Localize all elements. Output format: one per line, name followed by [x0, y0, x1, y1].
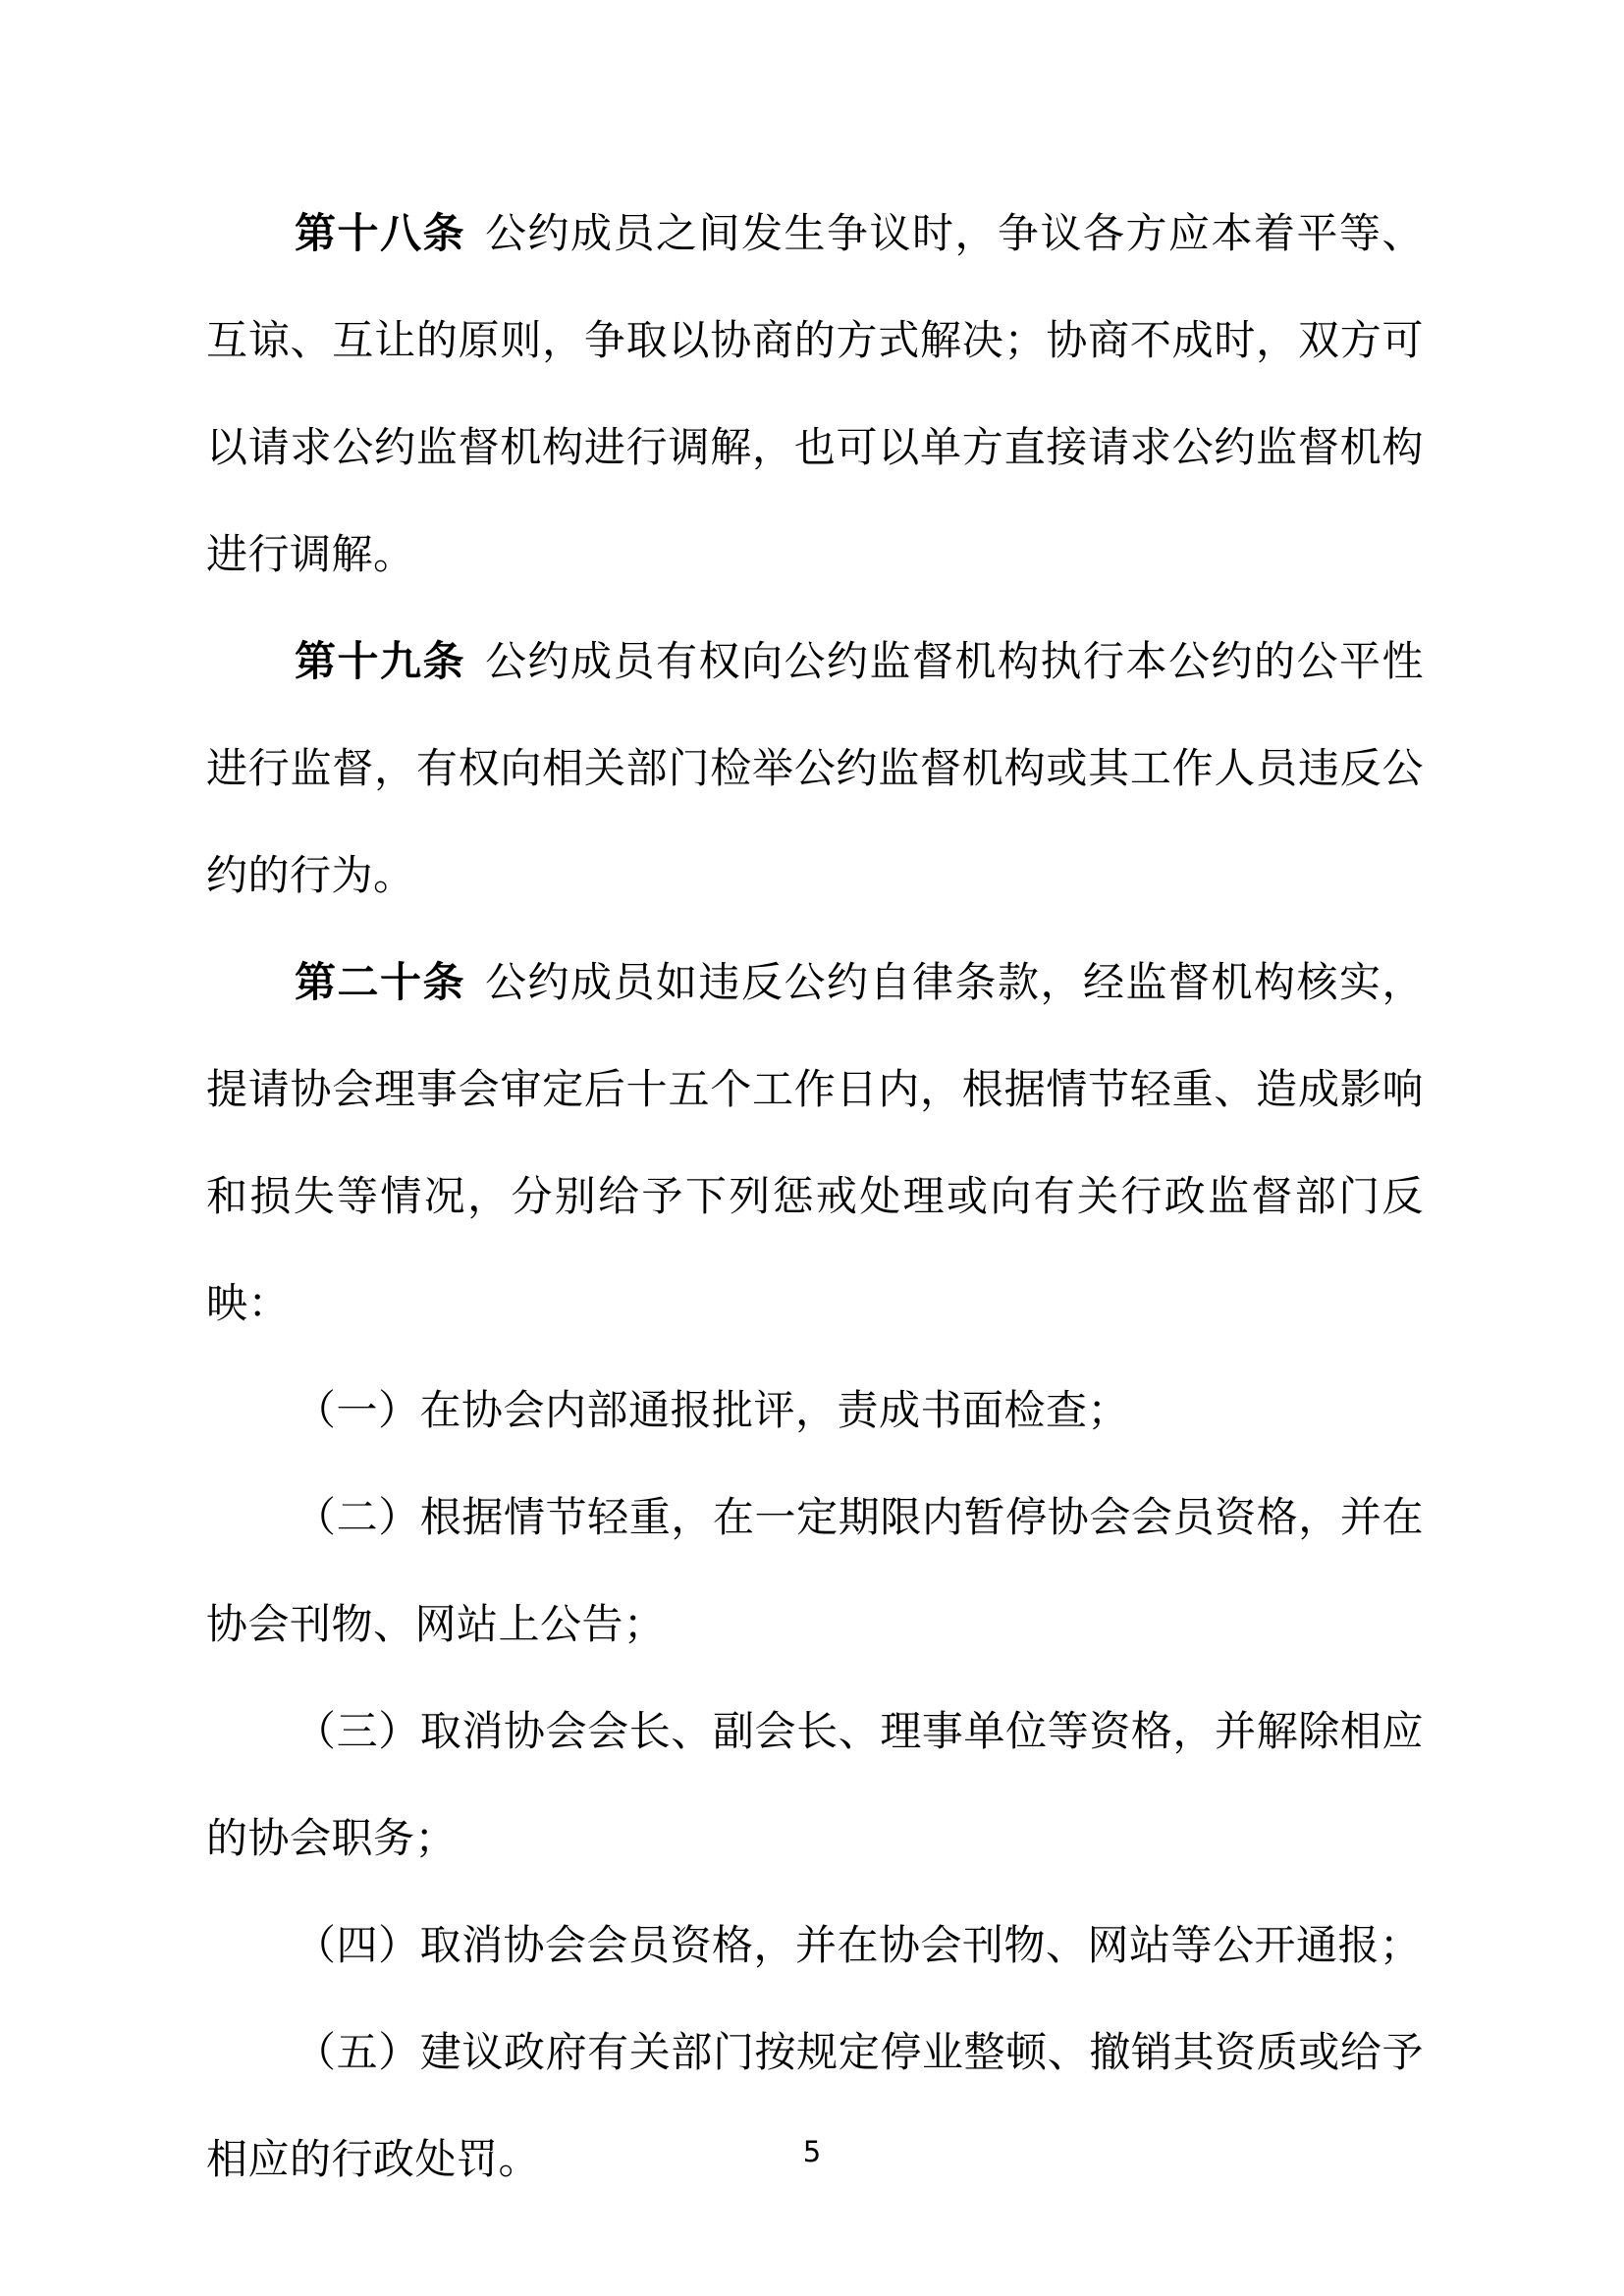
page-number: 5: [802, 2135, 822, 2168]
article-18-paragraph: [206, 180, 1424, 608]
article-20-item-3-text: （三）取消协会会长、副会长、理事单位等资格，并解除相应的协会职务；: [206, 1707, 1424, 1862]
article-20-item-4: [206, 1892, 1424, 1999]
article-18-text: 公约成员之间发生争议时，争议各方应本着平等、互谅、互让的原则，争取以协商的方式解决；协商不成时，双方可以请求公约监督机构进行调解，也可以单方直接请求公约监督机构进行调解。: [206, 209, 1424, 578]
article-18-number: 第十八条: [295, 209, 465, 257]
article-19-text: 公约成员有权向公约监督机构执行本公约的公平性进行监督，有权向相关部门检举公约监督机构或其工作人员违反公约的行为。: [206, 637, 1424, 899]
document-body: [206, 180, 1424, 2213]
article-20-item-5: [206, 1999, 1424, 2213]
article-19-number: 第十九条: [295, 637, 465, 685]
article-20-item-1-text: （一）在协会内部通报批评，责成书面检查；: [295, 1386, 1130, 1434]
article-20-item-3: [206, 1678, 1424, 1892]
article-20-item-1: [206, 1357, 1424, 1464]
article-20-item-4-text: （四）取消协会会员资格，并在协会刊物、网站等公开通报；: [295, 1921, 1422, 1969]
article-20-number: 第二十条: [295, 958, 465, 1006]
article-19-paragraph: [206, 608, 1424, 929]
article-20-item-2: [206, 1464, 1424, 1678]
article-20-item-2-text: （二）根据情节轻重，在一定期限内暂停协会会员资格，并在协会刊物、网站上公告；: [206, 1493, 1424, 1648]
article-20-item-5-text: （五）建议政府有关部门按规定停业整顿、撤销其资质或给予相应的行政处罚。: [206, 2028, 1424, 2183]
article-20-paragraph: [206, 929, 1424, 1357]
article-20-text: 公约成员如违反公约自律条款，经监督机构核实，提请协会理事会审定后十五个工作日内，根据情节轻重、造成影响和损失等情况，分别给予下列惩戒处理或向有关行政监督部门反映：: [206, 958, 1424, 1327]
